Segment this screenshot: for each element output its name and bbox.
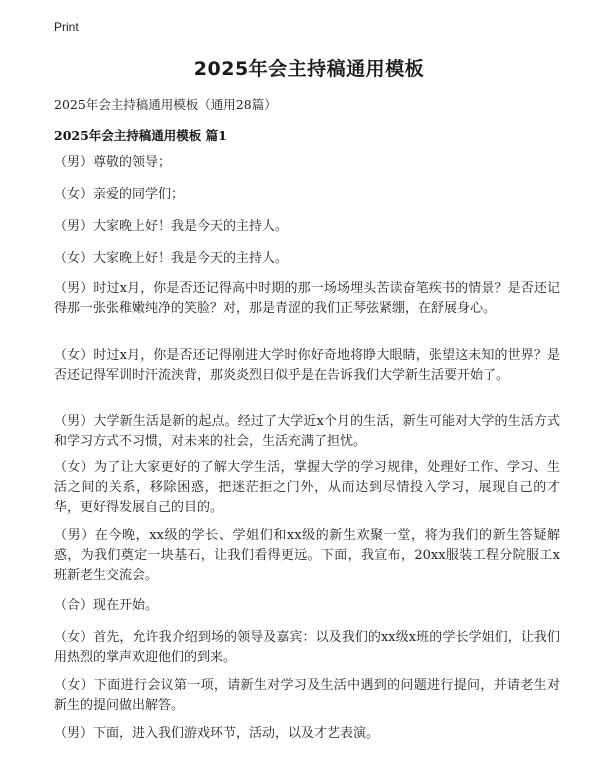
paragraph: （男）在今晚，xx级的学长、学姐们和xx级的新生欢聚一堂，将为我们的新生答疑解惑，为我们奠定一块基石，让我们看得更远。下面，我宣布，20xx服装工程分院服工x班新老生交流会。 [54, 528, 560, 583]
paragraph: （男）尊敬的领导； [54, 155, 172, 170]
paragraph: （男）大家晚上好！我是今天的主持人。 [54, 219, 289, 234]
document-subtitle: 2025年会主持稿通用模板（通用28篇） [54, 97, 277, 112]
paragraph: （女）首先，允许我介绍到场的领导及嘉宾：以及我们的xx级x班的学长学姐们，让我们用热烈的掌声欢迎他们的到来。 [54, 630, 560, 665]
paragraph: （男）下面，进入我们游戏环节，活动，以及才艺表演。 [54, 726, 380, 741]
paragraph: （男）时过x月，你是否还记得高中时期的那一场场埋头苦读奋笔疾书的情景？是否还记得那一张张稚嫩纯净的笑脸？对，那是青涩的我们正琴弦紧绷，在舒展身心。 [54, 281, 560, 316]
paragraph: （女）亲爱的同学们； [54, 187, 185, 202]
section-heading: 2025年会主持稿通用模板 篇1 [54, 128, 227, 143]
print-link[interactable]: Print [54, 20, 79, 34]
paragraph: （女）大家晚上好！我是今天的主持人。 [54, 251, 289, 266]
paragraph: （女）下面进行会议第一项，请新生对学习及生活中遇到的问题进行提问，并请老生对新生的提问做出解答。 [54, 678, 560, 713]
paragraph: （男）大学新生活是新的起点。经过了大学近x个月的生活，新生可能对大学的生活方式和学习方式不习惯，对未来的社会，生活充满了担忧。 [54, 414, 560, 449]
paragraph: （女）时过x月，你是否还记得刚进大学时你好奇地将睁大眼睛，张望这未知的世界？是否还记得军训时汗流浃背，那炎炎烈日似乎是在告诉我们大学新生活要开始了。 [54, 348, 560, 383]
paragraph: （女）为了让大家更好的了解大学生活，掌握大学的学习规律，处理好工作、学习、生活之间的关系，移除困惑，把迷茫拒之门外，从而达到尽情投入学习，展现自己的才华，更好得发展自己的目的。 [54, 460, 560, 515]
paragraph: （合）现在开始。 [54, 598, 159, 613]
page-title: 2025年会主持稿通用模板 [193, 58, 425, 80]
